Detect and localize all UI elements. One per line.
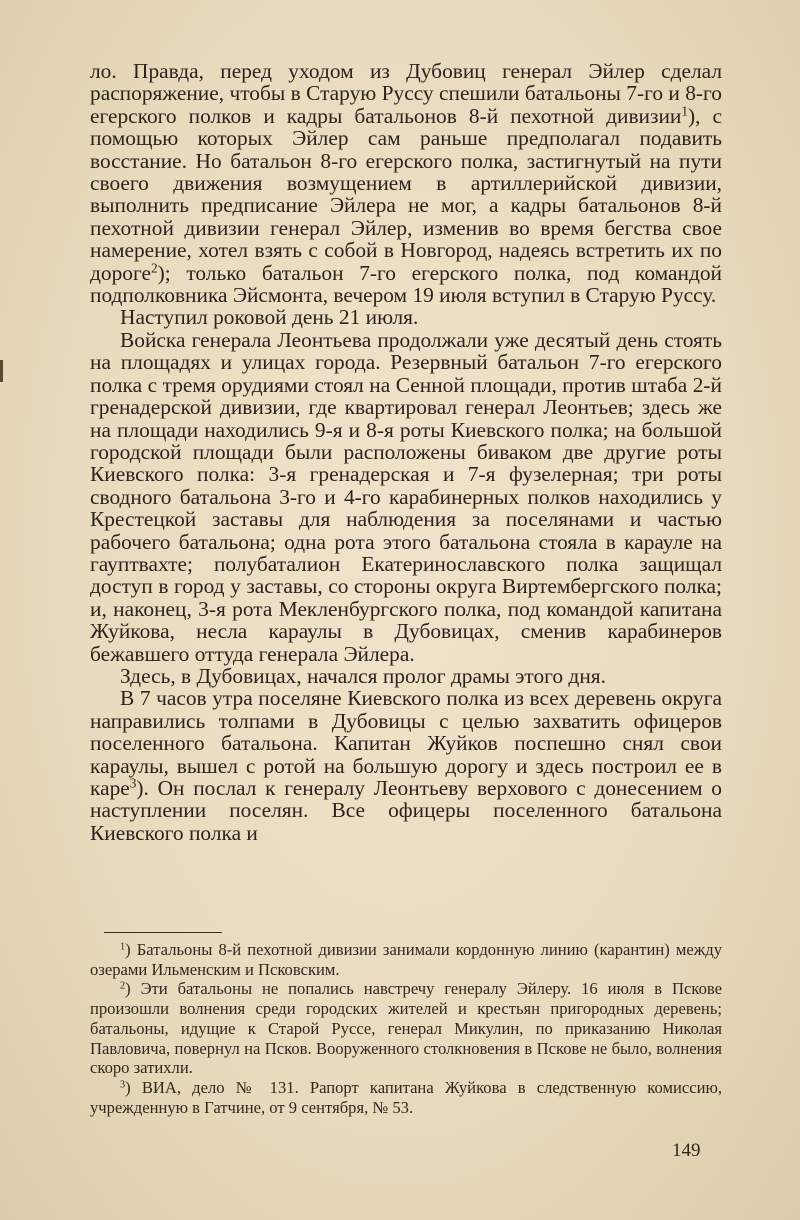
footnote-2 (90, 979, 722, 1078)
footnote-1 (90, 940, 722, 979)
footnote-ref-3: 3 (129, 775, 137, 791)
paragraph-4 (90, 665, 722, 687)
footnote-text: ) Эти батальоны не попались навстречу генералу Эйлеру. 16 июля в Пскове произошли волнения среди городских жителей и крестьян пригородных деревень; батальоны, идущие к Старой Руссе, генерал Микулин, по приказанию Николая Павловича, повернул на Псков. Вооруженного столкновения в Пскове не было, волнения скоро затихли. (90, 979, 722, 1078)
page-number: 149 (672, 1140, 701, 1161)
footnote-mark: 1 (120, 941, 126, 953)
footnote-ref-1: 1 (681, 103, 688, 119)
paragraph-text: ло. Правда, перед уходом из Дубовиц генерал Эйлер сделал распоряжение, чтобы в Старую Руссу спешили батальоны 7-го и 8-го егерского полков и кадры батальонов 8-й пехотной дивизии (90, 59, 722, 128)
paragraph-text: Войска генерала Леонтьева продолжали уже десятый день стоять на площадях и улицах города. Резервный батальон 7-го егерского полка с тремя орудиями стоял на Сенной площади, против штаба 2-й гренадерской дивизии, где квартировал генерал Леонтьев; здесь же на площади находились 9-я и 8-я роты Киевского полка; на большой городской площади были расположены биваком две другие роты Киевского полка: 3-я гренадерская и 7-я фузелерная; три роты сводного батальона 3-го и 4-го карабинерных полков находились у Крестецкой заставы для наблюдения за поселянами и частью рабочего батальона; одна рота этого батальона стояла в карауле на гауптвахте; полубаталион Екатеринославского полка защищал доступ в город у заставы, со стороны округа Виртембергского полка; и, наконец, 3-я рота Мекленбургского полка, под командой капитана Жуйкова, несла караулы в Дубовицах, сменив карабинеров бежавшего оттуда генерала Эйлера. (90, 327, 722, 666)
footnote-mark: 3 (120, 1079, 126, 1091)
paragraph-5 (90, 687, 722, 844)
footnote-text: ) ВИА, дело № 131. Рапорт капитана Жуйкова в следственную комиссию, учрежденную в Гатчине, от 9 сентября, № 53. (90, 1077, 722, 1117)
footnote-divider (104, 932, 222, 933)
paragraph-1 (90, 60, 722, 306)
paragraph-text: В 7 часов утра поселяне Киевского полка из всех деревень округа направились толпами в Дубовицы с целью захватить офицеров поселенного батальона. Капитан Жуйков поспешно снял свои караулы, вышел с ротой на большую дорогу и здесь построил ее в каре (90, 686, 722, 800)
footnote-ref-2: 2 (150, 260, 158, 276)
page-edge-mark (0, 360, 3, 382)
main-text (90, 60, 722, 844)
footnote-mark: 2 (120, 980, 126, 992)
paragraph-text: ). Он послал к генералу Леонтьеву верхового с донесением о наступлении поселян. Все офицеры поселенного батальона Киевского полка и (90, 776, 722, 845)
paragraph-2 (90, 306, 722, 328)
footnote-text: ) Батальоны 8-й пехотной дивизии занимали кордонную линию (карантин) между озерами Ильменским и Псковским. (90, 940, 722, 979)
paragraph-3 (90, 329, 722, 665)
footnotes (90, 940, 722, 1117)
footnote-3 (90, 1078, 722, 1117)
paragraph-text: ); только батальон 7-го егерского полка, под командой подполковника Эйсмонта, вечером 19 июля вступил в Старую Руссу. (90, 260, 722, 308)
paragraph-text: Наступил роковой день 21 июля. (120, 305, 419, 330)
paragraph-text: ), с помощью которых Эйлер сам раньше предполагал подавить восстание. Но батальон 8-го егерского полка, застигнутый на пути своего движения возмущением в артиллерийской дивизии, выполнить предписание Эйлера не мог, а кадры батальонов 8-й пехотной дивизии генерал Эйлер, изменив во время бегства свое намерение, хотел взять с собой в Новгород, надеясь встретить их по дороге (90, 103, 722, 285)
paragraph-text: Здесь, в Дубовицах, начался пролог драмы этого дня. (120, 663, 606, 688)
